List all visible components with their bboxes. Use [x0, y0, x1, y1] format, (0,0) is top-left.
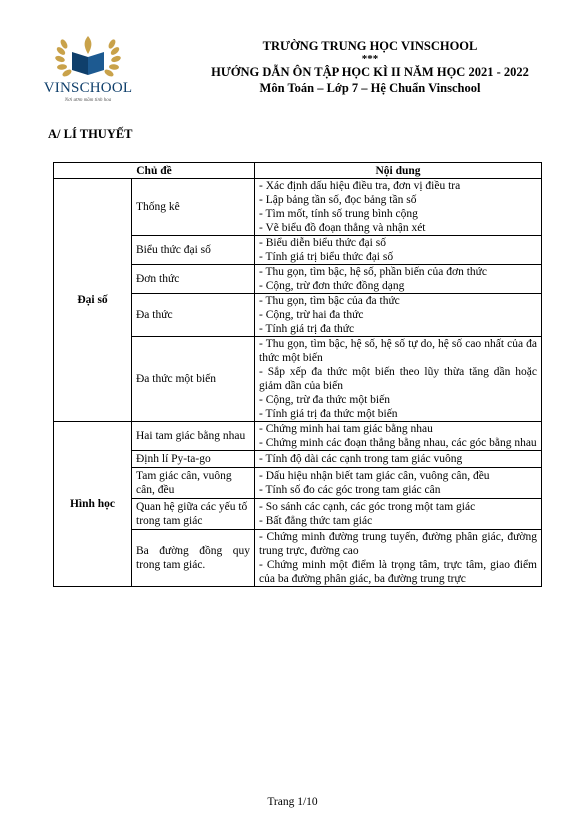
topic-group-cell: Hình học: [54, 422, 132, 587]
content-item: - Chứng minh các đoạn thẳng bằng nhau, các góc bằng nhau: [259, 437, 537, 449]
content-item: - Tính giá trị biểu thức đại số: [259, 251, 394, 263]
content-item: - Tính giá trị đa thức một biến: [259, 408, 398, 420]
content-cell: [255, 294, 542, 337]
column-header-topic: Chủ đề: [54, 163, 255, 179]
content-item: - Chứng minh một điểm là trọng tâm, trực tâm, giao điểm của ba đường phân giác, ba đường trung trực: [259, 559, 537, 585]
section-heading: A/ LÍ THUYẾT: [48, 127, 133, 141]
content-cell: [255, 530, 542, 587]
logo-brand-text: VINSCHOOL: [43, 80, 133, 96]
content-item: - Dấu hiệu nhận biết tam giác cân, vuông cân, đều: [259, 470, 490, 482]
topic-cell: Đa thức một biến: [132, 337, 255, 422]
page-number: Trang 1/10: [267, 796, 318, 808]
topic-cell: Đa thức: [132, 294, 255, 337]
topic-cell: Biểu thức đại số: [132, 236, 255, 265]
school-logo: [38, 30, 138, 110]
document-header: [200, 38, 540, 96]
content-item: - Cộng, trừ đơn thức đồng dạng: [259, 280, 405, 292]
content-cell: [255, 422, 542, 451]
content-item: - Chứng minh hai tam giác bằng nhau: [259, 423, 433, 435]
content-item: - Thu gọn, tìm bậc, hệ số, hệ số tự do, hệ số cao nhất của đa thức một biến: [259, 338, 537, 364]
content-item: - Xác định dấu hiệu điều tra, đơn vị điều tra: [259, 180, 461, 192]
content-item: - Vẽ biểu đồ đoạn thẳng và nhận xét: [259, 222, 426, 234]
table-header-row: [54, 163, 542, 179]
column-header-content: Nội dung: [255, 163, 542, 179]
content-item: - Bất đẳng thức tam giác: [259, 515, 373, 527]
content-item: - Lập bảng tần số, đọc bảng tần số: [259, 194, 417, 206]
content-item: - Cộng, trừ hai đa thức: [259, 309, 364, 321]
topic-cell: Ba đường đồng quy trong tam giác.: [132, 530, 255, 587]
document-title: HƯỚNG DẪN ÔN TẬP HỌC KÌ II NĂM HỌC 2021 - 2022: [211, 65, 529, 79]
content-cell: [255, 265, 542, 294]
content-item: - Chứng minh đường trung tuyến, đường phân giác, đường trung trực, đường cao: [259, 531, 537, 557]
logo-emblem-icon: [38, 30, 138, 82]
content-item: - Thu gọn, tìm bậc, hệ số, phần biến của đơn thức: [259, 266, 487, 278]
topic-cell: Đơn thức: [132, 265, 255, 294]
content-item: - So sánh các cạnh, các góc trong một tam giác: [259, 501, 476, 513]
content-cell: [255, 468, 542, 499]
content-item: - Tính độ dài các cạnh trong tam giác vuông: [259, 453, 463, 465]
topic-cell: Thống kê: [132, 179, 255, 236]
topic-group-cell: Đại số: [54, 179, 132, 422]
content-item: - Tính giá trị đa thức: [259, 323, 355, 335]
content-item: - Biểu diễn biểu thức đại số: [259, 237, 386, 249]
content-item: - Tìm mốt, tính số trung bình cộng: [259, 208, 418, 220]
content-cell: [255, 451, 542, 468]
table-row: [54, 179, 542, 236]
school-name: TRƯỜNG TRUNG HỌC VINSCHOOL: [262, 39, 478, 53]
content-cell: [255, 337, 542, 422]
table-body: [54, 179, 542, 587]
topic-cell: Quan hệ giữa các yếu tố trong tam giác: [132, 499, 255, 530]
content-cell: [255, 236, 542, 265]
topic-cell: Định lí Py-ta-go: [132, 451, 255, 468]
content-cell: [255, 499, 542, 530]
theory-table: [53, 162, 542, 587]
content-item: - Cộng, trừ đa thức một biến: [259, 394, 390, 406]
content-item: - Sắp xếp đa thức một biến theo lũy thừa tăng dần hoặc giảm dần của biến: [259, 366, 537, 392]
document-subtitle: Môn Toán – Lớp 7 – Hệ Chuẩn Vinschool: [259, 81, 481, 95]
content-cell: [255, 179, 542, 236]
content-item: - Thu gọn, tìm bậc của đa thức: [259, 295, 400, 307]
header-stars: ***: [361, 53, 379, 65]
topic-cell: Hai tam giác bằng nhau: [132, 422, 255, 451]
content-item: - Tính số đo các góc trong tam giác cân: [259, 484, 441, 496]
logo-tagline: Nơi ươm mầm tinh hoa: [64, 98, 112, 103]
table-row: [54, 422, 542, 451]
topic-cell: Tam giác cân, vuông cân, đều: [132, 468, 255, 499]
